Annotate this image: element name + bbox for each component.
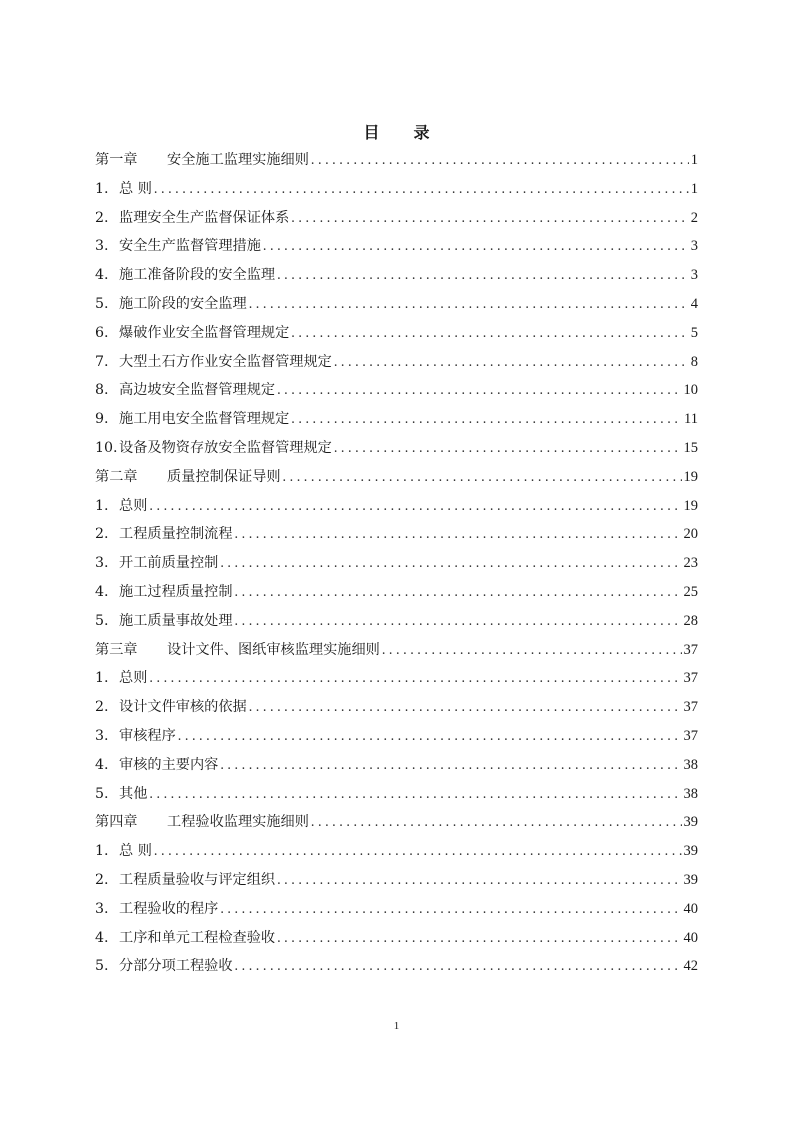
toc-page-number: 40 <box>683 929 698 946</box>
toc-entry-label <box>95 636 380 665</box>
toc-section-entry[interactable] <box>95 837 698 866</box>
dot-leader <box>334 434 682 463</box>
page-number: 1 <box>393 1020 400 1032</box>
toc-chapter-entry[interactable] <box>95 808 698 837</box>
section-number: 8. <box>95 382 109 399</box>
toc-section-entry[interactable] <box>95 261 698 290</box>
toc-entry-label <box>95 837 152 866</box>
section-number: 1. <box>95 180 109 197</box>
toc-page-number: 8 <box>690 353 698 370</box>
toc-entry-label <box>95 520 233 549</box>
dot-leader <box>291 405 682 434</box>
toc-entry-label <box>95 808 309 837</box>
section-number: 4. <box>95 583 109 600</box>
toc-page-number: 39 <box>683 843 698 860</box>
toc-entry-text: 安全生产监督管理措施 <box>119 238 261 255</box>
dot-leader <box>235 952 682 981</box>
dot-leader <box>277 376 681 405</box>
toc-entry-text: 总 则 <box>119 843 152 860</box>
toc-entry-text: 审核程序 <box>119 727 176 744</box>
section-number: 1. <box>95 497 109 514</box>
toc-entry-text: 分部分项工程验收 <box>119 958 233 975</box>
dot-leader <box>382 636 682 665</box>
dot-leader <box>220 895 681 924</box>
toc-entry-text: 质量控制保证导则 <box>167 468 281 485</box>
dot-leader <box>263 232 689 261</box>
toc-entry-label <box>95 146 309 175</box>
dot-leader <box>154 175 689 204</box>
toc-entry-text: 总则 <box>119 497 148 514</box>
section-number: 2. <box>95 526 109 543</box>
toc-entry-label <box>95 463 281 492</box>
toc-page-number: 25 <box>683 583 698 600</box>
dot-leader <box>235 520 682 549</box>
toc-page-number: 10 <box>683 382 698 399</box>
toc-entry-text: 工程验收监理实施细则 <box>167 814 309 831</box>
toc-section-entry[interactable] <box>95 722 698 751</box>
toc-page-number: 37 <box>683 641 698 658</box>
toc-page-number: 1 <box>690 152 698 168</box>
dot-leader <box>249 693 682 722</box>
toc-page-number: 37 <box>683 670 698 687</box>
toc-section-entry[interactable] <box>95 434 698 463</box>
toc-section-entry[interactable] <box>95 520 698 549</box>
toc-entry-text: 施工质量事故处理 <box>119 612 233 629</box>
dot-leader <box>277 866 681 895</box>
dot-leader <box>149 664 681 693</box>
toc-entry-label <box>95 232 261 261</box>
toc-section-entry[interactable] <box>95 290 698 319</box>
toc-entry-label <box>95 866 275 895</box>
section-number: 7. <box>95 353 109 370</box>
toc-page-number: 23 <box>683 555 698 572</box>
toc-section-entry[interactable] <box>95 952 698 981</box>
chapter-number: 第三章 <box>95 641 138 658</box>
toc-page-number: 15 <box>683 439 698 456</box>
dot-leader <box>334 348 689 377</box>
toc-entry-text: 工程质量控制流程 <box>119 526 233 543</box>
toc-entry-label <box>95 952 233 981</box>
toc-section-entry[interactable] <box>95 492 698 521</box>
chapter-number: 第一章 <box>95 152 138 168</box>
toc-section-entry[interactable] <box>95 751 698 780</box>
section-number: 5. <box>95 295 109 312</box>
toc-entry-text: 施工准备阶段的安全监理 <box>119 267 276 284</box>
toc-section-entry[interactable] <box>95 319 698 348</box>
toc-page-number: 3 <box>690 267 698 284</box>
chapter-number: 第四章 <box>95 814 138 831</box>
toc-page-number: 42 <box>683 958 698 975</box>
toc-section-entry[interactable] <box>95 693 698 722</box>
toc-entry-label <box>95 722 176 751</box>
section-number: 2. <box>95 699 109 716</box>
toc-entry-label <box>95 261 275 290</box>
toc-page-number: 37 <box>683 727 698 744</box>
toc-section-entry[interactable] <box>95 232 698 261</box>
toc-entry-label <box>95 492 147 521</box>
toc-entry-text: 开工前质量控制 <box>119 555 219 572</box>
section-number: 3. <box>95 900 109 917</box>
toc-page-number: 38 <box>683 756 698 773</box>
toc-chapter-entry[interactable] <box>95 463 698 492</box>
section-number: 9. <box>95 411 109 428</box>
dot-leader <box>311 808 682 837</box>
toc-entry-text: 总则 <box>119 670 148 687</box>
toc-page-number: 3 <box>690 238 698 255</box>
toc-entry-label <box>95 319 289 348</box>
toc-section-entry[interactable] <box>95 578 698 607</box>
toc-entry-text: 工序和单元工程检查验收 <box>119 929 276 946</box>
toc-entry-label <box>95 290 247 319</box>
toc-page-number: 40 <box>683 900 698 917</box>
toc-page-number: 4 <box>690 295 698 312</box>
toc-title-left: 目 <box>363 123 380 142</box>
toc-page-number: 5 <box>690 324 698 341</box>
dot-leader <box>235 578 682 607</box>
toc-entry-text: 施工阶段的安全监理 <box>119 295 247 312</box>
dot-leader <box>283 463 682 492</box>
dot-leader <box>291 204 688 233</box>
toc-entry-text: 安全施工监理实施细则 <box>167 152 309 168</box>
toc-entry-label <box>95 175 152 204</box>
dot-leader <box>149 780 681 809</box>
toc-entry-label <box>95 607 233 636</box>
toc-section-entry[interactable] <box>95 780 698 809</box>
dot-leader <box>235 607 682 636</box>
section-number: 4. <box>95 267 109 284</box>
toc-section-entry[interactable] <box>95 924 698 953</box>
toc-entry-label <box>95 348 332 377</box>
section-number: 4. <box>95 929 109 946</box>
toc-section-entry[interactable] <box>95 866 698 895</box>
toc-page-number: 38 <box>683 785 698 802</box>
toc-entry-text: 工程质量验收与评定组织 <box>119 871 276 888</box>
dot-leader <box>220 549 681 578</box>
toc-section-entry[interactable] <box>95 405 698 434</box>
toc-entry-text: 工程验收的程序 <box>119 900 219 917</box>
toc-entry-text: 爆破作业安全监督管理规定 <box>119 324 290 341</box>
section-number: 5. <box>95 612 109 629</box>
toc-entry-label <box>95 751 218 780</box>
toc-entry-text: 设计文件、图纸审核监理实施细则 <box>167 641 380 658</box>
toc-entry-text: 施工用电安全监督管理规定 <box>119 411 290 428</box>
dot-leader <box>154 837 682 866</box>
dot-leader <box>291 319 688 348</box>
toc-section-entry[interactable] <box>95 348 698 377</box>
toc-entry-text: 总 则 <box>119 180 152 197</box>
dot-leader <box>311 146 689 175</box>
toc-entry-label <box>95 376 275 405</box>
toc-page-number: 28 <box>683 612 698 629</box>
section-number: 10. <box>95 439 118 456</box>
dot-leader <box>249 290 689 319</box>
toc-chapter-entry[interactable] <box>95 146 698 175</box>
toc-entry-label <box>95 434 332 463</box>
toc-section-entry[interactable] <box>95 664 698 693</box>
dot-leader <box>178 722 682 751</box>
section-number: 3. <box>95 238 109 255</box>
toc-page-number: 37 <box>683 699 698 716</box>
toc-section-entry[interactable] <box>95 175 698 204</box>
section-number: 2. <box>95 871 109 888</box>
section-number: 5. <box>95 785 109 802</box>
toc-entry-text: 施工过程质量控制 <box>119 583 233 600</box>
toc-page-number: 11 <box>684 411 698 428</box>
toc-page-number: 1 <box>690 180 698 197</box>
toc-entry-label <box>95 924 275 953</box>
toc-page-number: 19 <box>683 497 698 514</box>
toc-section-entry[interactable] <box>95 895 698 924</box>
section-number: 1. <box>95 843 109 860</box>
section-number: 1. <box>95 670 109 687</box>
toc-entry-text: 高边坡安全监督管理规定 <box>119 382 276 399</box>
section-number: 3. <box>95 727 109 744</box>
dot-leader <box>149 492 681 521</box>
section-number: 5. <box>95 958 109 975</box>
toc-entry-label <box>95 578 233 607</box>
toc-entry-text: 审核的主要内容 <box>119 756 219 773</box>
toc-page-number: 39 <box>683 814 698 831</box>
toc-entry-text: 设备及物资存放安全监督管理规定 <box>119 439 332 456</box>
dot-leader <box>277 924 681 953</box>
toc-section-entry[interactable] <box>95 204 698 233</box>
toc-title-right: 录 <box>413 123 430 142</box>
toc-entry-label <box>95 780 147 809</box>
toc-title <box>0 120 793 143</box>
toc-page-number: 39 <box>683 871 698 888</box>
toc-entry-label <box>95 549 218 578</box>
toc-entry-label <box>95 895 218 924</box>
toc-entry-text: 其他 <box>119 785 148 802</box>
toc-entry-text: 设计文件审核的依据 <box>119 699 247 716</box>
toc-entry-label <box>95 664 147 693</box>
toc-page-number: 20 <box>683 526 698 543</box>
toc-section-entry[interactable] <box>95 549 698 578</box>
toc-page-number: 2 <box>690 209 698 226</box>
dot-leader <box>220 751 681 780</box>
toc-page-number: 19 <box>683 468 698 485</box>
toc-entry-text: 监理安全生产监督保证体系 <box>119 209 290 226</box>
section-number: 3. <box>95 555 109 572</box>
toc-section-entry[interactable] <box>95 376 698 405</box>
toc-entry-label <box>95 204 289 233</box>
toc-entry-label <box>95 693 247 722</box>
toc-chapter-entry[interactable] <box>95 636 698 665</box>
toc-entry-label <box>95 405 289 434</box>
chapter-number: 第二章 <box>95 468 138 485</box>
section-number: 6. <box>95 324 109 341</box>
section-number: 2. <box>95 209 109 226</box>
table-of-contents <box>95 146 698 981</box>
toc-section-entry[interactable] <box>95 607 698 636</box>
section-number: 4. <box>95 756 109 773</box>
dot-leader <box>277 261 689 290</box>
toc-entry-text: 大型土石方作业安全监督管理规定 <box>119 353 332 370</box>
